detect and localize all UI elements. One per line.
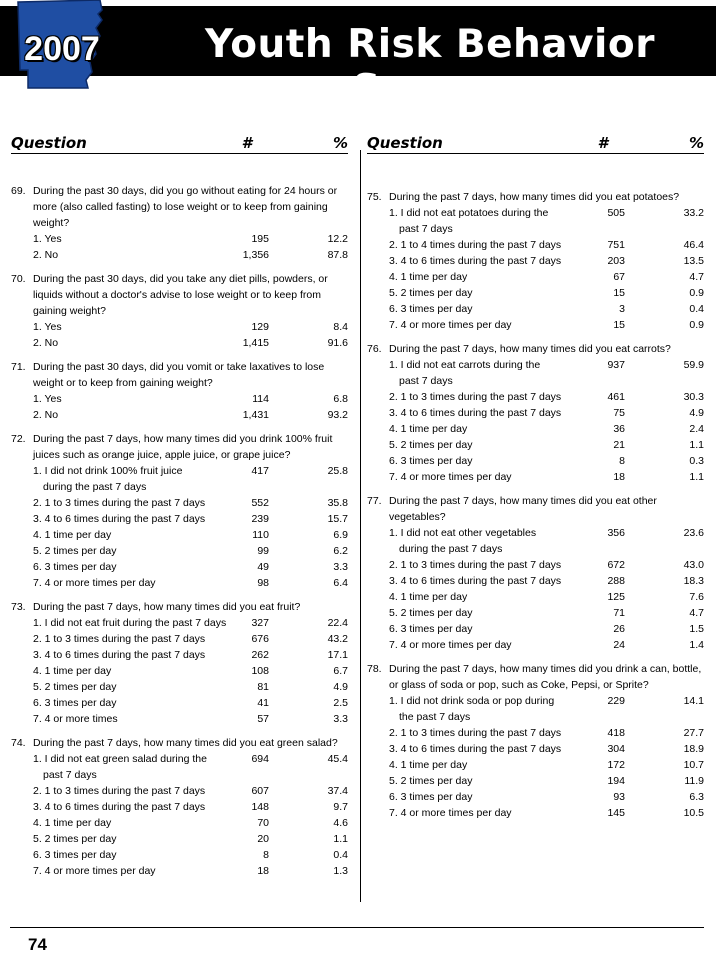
answer-percent: 6.7 (333, 665, 348, 677)
answer-row (367, 205, 704, 237)
question-item (367, 493, 704, 653)
answer-label: 3. 4 to 6 times during the past 7 days (33, 513, 206, 525)
answer-count: 262 (251, 649, 269, 661)
column-header (367, 134, 704, 154)
question-list (367, 154, 704, 821)
answer-row (367, 285, 704, 301)
left-column (11, 134, 348, 887)
answer-row (367, 605, 704, 621)
answer-count: 93 (613, 791, 625, 803)
question-heading-row (11, 431, 348, 463)
answer-percent: 17.1 (327, 649, 348, 661)
answer-label: 1. I did not eat other vegetables (389, 527, 537, 539)
answer-row (367, 437, 704, 453)
answer-count: 288 (607, 575, 625, 587)
answer-count: 356 (607, 527, 625, 539)
answer-label: 1. Yes (33, 233, 62, 245)
answer-row (11, 847, 348, 863)
answer-percent: 9.7 (333, 801, 348, 813)
answer-label: 2. 1 to 4 times during the past 7 days (389, 239, 562, 251)
answer-count: 751 (607, 239, 625, 251)
answer-count: 694 (251, 753, 269, 765)
answer-label: 4. 1 time per day (389, 591, 468, 603)
page-number: 74 (28, 935, 47, 954)
answer-row (367, 269, 704, 285)
answer-percent: 23.6 (683, 527, 704, 539)
answer-label-continued: during the past 7 days (399, 543, 503, 555)
answer-row (367, 357, 704, 389)
question-text: During the past 7 days, how many times did you eat other vegetables? (389, 495, 657, 523)
answer-label-continued: past 7 days (399, 375, 453, 387)
answer-row (11, 695, 348, 711)
question-number: 77. (367, 495, 382, 507)
answer-count: 81 (257, 681, 269, 693)
answer-percent: 37.4 (327, 785, 348, 797)
answer-label: 7. 4 or more times per day (389, 319, 512, 331)
question-item (367, 661, 704, 821)
question-text: During the past 7 days, how many times did you eat fruit? (33, 601, 301, 613)
answer-count: 98 (257, 577, 269, 589)
answer-row (11, 527, 348, 543)
answer-row (11, 831, 348, 847)
answer-row (11, 751, 348, 783)
answer-row (367, 453, 704, 469)
answer-label: 1. I did not eat potatoes during the (389, 207, 549, 219)
answer-label: 2. No (33, 337, 59, 349)
answer-percent: 46.4 (683, 239, 704, 251)
answer-percent: 18.9 (683, 743, 704, 755)
answer-label: 4. 1 time per day (33, 817, 112, 829)
answer-percent: 3.3 (333, 713, 348, 725)
question-number: 73. (11, 601, 26, 613)
answer-row (11, 335, 348, 351)
question-heading-row (367, 493, 704, 525)
answer-label: 2. 1 to 3 times during the past 7 days (33, 785, 206, 797)
number-heading: # (597, 134, 608, 152)
answer-count: 148 (251, 801, 269, 813)
answer-label: 7. 4 or more times per day (389, 807, 512, 819)
answer-count: 8 (619, 455, 625, 467)
answer-row (367, 525, 704, 557)
answer-row (367, 757, 704, 773)
answer-label: 3. 4 to 6 times during the past 7 days (33, 801, 206, 813)
answer-row (11, 231, 348, 247)
right-column (367, 134, 704, 829)
answer-row (367, 725, 704, 741)
answer-label: 2. No (33, 409, 59, 421)
answer-row (367, 253, 704, 269)
answer-label: 5. 2 times per day (33, 545, 117, 557)
answer-percent: 33.2 (683, 207, 704, 219)
answer-percent: 27.7 (683, 727, 704, 739)
question-heading-row (367, 341, 704, 357)
answer-label: 3. 4 to 6 times during the past 7 days (389, 575, 562, 587)
answer-percent: 2.4 (689, 423, 704, 435)
answer-percent: 8.4 (333, 321, 348, 333)
answer-percent: 0.9 (689, 287, 704, 299)
answer-label: 4. 1 time per day (33, 665, 112, 677)
answer-row (11, 815, 348, 831)
answer-row (11, 463, 348, 495)
answer-count: 1,431 (242, 409, 269, 421)
answer-count: 18 (613, 471, 625, 483)
answer-count: 505 (607, 207, 625, 219)
percent-heading: % (332, 134, 348, 152)
question-item (11, 431, 348, 591)
question-item (11, 735, 348, 879)
answer-percent: 1.4 (689, 639, 704, 651)
answer-count: 49 (257, 561, 269, 573)
answer-count: 676 (251, 633, 269, 645)
answer-row (11, 247, 348, 263)
answer-row (11, 319, 348, 335)
answer-label: 1. Yes (33, 321, 62, 333)
answer-percent: 43.2 (327, 633, 348, 645)
answer-row (367, 589, 704, 605)
answer-percent: 87.8 (327, 249, 348, 261)
question-item (11, 359, 348, 423)
answer-count: 194 (607, 775, 625, 787)
answer-row (11, 663, 348, 679)
question-text: During the past 7 days, how many times did you drink a can, bottle, or glass of soda or pop, such as Coke, Pepsi, or Sprite? (389, 663, 702, 691)
answer-row (11, 631, 348, 647)
answer-percent: 0.3 (689, 455, 704, 467)
answer-percent: 1.1 (333, 833, 348, 845)
answer-label: 7. 4 or more times per day (389, 639, 512, 651)
answer-percent: 10.5 (683, 807, 704, 819)
answer-label: 1. I did not eat carrots during the (389, 359, 541, 371)
answer-percent: 6.8 (333, 393, 348, 405)
answer-row (11, 391, 348, 407)
number-heading: # (241, 134, 252, 152)
answer-count: 41 (257, 697, 269, 709)
question-item (11, 599, 348, 727)
question-number: 72. (11, 433, 26, 445)
answer-row (367, 773, 704, 789)
answer-count: 461 (607, 391, 625, 403)
answer-row (11, 799, 348, 815)
answer-count: 125 (607, 591, 625, 603)
answer-percent: 59.9 (683, 359, 704, 371)
answer-label: 6. 3 times per day (33, 849, 117, 861)
column-header (11, 134, 348, 154)
answer-percent: 4.6 (333, 817, 348, 829)
answer-row (367, 389, 704, 405)
answer-label: 3. 4 to 6 times during the past 7 days (389, 407, 562, 419)
answer-row (367, 805, 704, 821)
question-number: 69. (11, 185, 26, 197)
question-heading-row (11, 359, 348, 391)
question-item (11, 183, 348, 263)
answer-percent: 0.9 (689, 319, 704, 331)
answer-label: 1. I did not drink soda or pop during (389, 695, 555, 707)
answer-count: 229 (607, 695, 625, 707)
answer-count: 114 (252, 393, 269, 405)
answer-label: 6. 3 times per day (389, 791, 473, 803)
answer-percent: 30.3 (683, 391, 704, 403)
answer-label: 5. 2 times per day (389, 775, 473, 787)
answer-count: 304 (607, 743, 625, 755)
answer-count: 21 (613, 439, 625, 451)
answer-count: 18 (257, 865, 269, 877)
answer-percent: 1.5 (689, 623, 704, 635)
answer-count: 26 (613, 623, 625, 635)
answer-count: 239 (251, 513, 269, 525)
answer-count: 3 (619, 303, 625, 315)
answer-row (367, 557, 704, 573)
answer-count: 75 (613, 407, 625, 419)
answer-row (367, 237, 704, 253)
answer-row (367, 405, 704, 421)
question-heading: Question (11, 134, 87, 152)
answer-percent: 91.6 (327, 337, 348, 349)
answer-percent: 4.9 (689, 407, 704, 419)
answer-count: 1,415 (242, 337, 269, 349)
question-text: During the past 7 days, how many times did you eat green salad? (33, 737, 338, 749)
answer-percent: 18.3 (683, 575, 704, 587)
answer-percent: 6.9 (333, 529, 348, 541)
answer-percent: 1.1 (689, 439, 704, 451)
answer-percent: 15.7 (327, 513, 348, 525)
answer-label: 6. 3 times per day (33, 697, 117, 709)
answer-label: 1. I did not drink 100% fruit juice (33, 465, 183, 477)
answer-label: 4. 1 time per day (389, 759, 468, 771)
question-number: 71. (11, 361, 26, 373)
answer-label: 5. 2 times per day (33, 833, 117, 845)
question-text: During the past 7 days, how many times did you eat carrots? (389, 343, 671, 355)
answer-count: 203 (607, 255, 625, 267)
answer-label: 4. 1 time per day (389, 423, 468, 435)
answer-label: 3. 4 to 6 times during the past 7 days (389, 743, 562, 755)
answer-label: 6. 3 times per day (389, 623, 473, 635)
answer-count: 67 (613, 271, 625, 283)
answer-percent: 93.2 (327, 409, 348, 421)
answer-count: 8 (263, 849, 269, 861)
question-number: 76. (367, 343, 382, 355)
answer-percent: 43.0 (683, 559, 704, 571)
answer-row (367, 637, 704, 653)
answer-percent: 6.3 (689, 791, 704, 803)
answer-row (367, 693, 704, 725)
question-item (367, 341, 704, 485)
answer-count: 417 (251, 465, 269, 477)
answer-percent: 6.2 (333, 545, 348, 557)
question-text: During the past 30 days, did you go without eating for 24 hours or more (also called fasting) to lose weight or to keep from gaining weight? (33, 185, 338, 229)
answer-label: 6. 3 times per day (33, 561, 117, 573)
answer-count: 15 (613, 287, 625, 299)
answer-percent: 13.5 (683, 255, 704, 267)
question-heading: Question (367, 134, 443, 152)
answer-count: 57 (257, 713, 269, 725)
answer-percent: 4.7 (689, 271, 704, 283)
answer-label-continued: the past 7 days (399, 711, 471, 723)
page-title: Youth Risk Behavior Survey (205, 22, 655, 112)
answer-label: 5. 2 times per day (389, 607, 473, 619)
answer-row (11, 407, 348, 423)
question-heading-row (11, 735, 348, 751)
question-text: During the past 30 days, did you vomit or take laxatives to lose weight or to keep from gaining weight? (33, 361, 325, 389)
answer-percent: 3.3 (333, 561, 348, 573)
question-text: During the past 7 days, how many times did you eat potatoes? (389, 191, 680, 203)
answer-label-continued: past 7 days (43, 769, 97, 781)
answer-label: 2. 1 to 3 times during the past 7 days (33, 633, 206, 645)
answer-row (11, 647, 348, 663)
answer-count: 418 (607, 727, 625, 739)
answer-count: 99 (257, 545, 269, 557)
answer-label: 2. 1 to 3 times during the past 7 days (389, 727, 562, 739)
answer-count: 1,356 (242, 249, 269, 261)
question-heading-row (11, 271, 348, 319)
answer-row (367, 301, 704, 317)
answer-count: 937 (607, 359, 625, 371)
question-number: 70. (11, 273, 26, 285)
question-heading-row (11, 183, 348, 231)
answer-count: 36 (613, 423, 625, 435)
question-heading-row (367, 189, 704, 205)
answer-label: 3. 4 to 6 times during the past 7 days (389, 255, 562, 267)
answer-percent: 22.4 (327, 617, 348, 629)
answer-percent: 6.4 (333, 577, 348, 589)
answer-label: 2. 1 to 3 times during the past 7 days (33, 497, 206, 509)
survey-year: 2007 (24, 30, 100, 68)
answer-percent: 12.2 (327, 233, 348, 245)
answer-percent: 4.7 (689, 607, 704, 619)
answer-count: 108 (251, 665, 269, 677)
question-heading-row (367, 661, 704, 693)
answer-label: 2. No (33, 249, 59, 261)
answer-row (11, 711, 348, 727)
percent-heading: % (688, 134, 704, 152)
question-item (11, 271, 348, 351)
answer-count: 20 (257, 833, 269, 845)
answer-percent: 7.6 (689, 591, 704, 603)
answer-row (367, 573, 704, 589)
answer-count: 110 (252, 529, 269, 541)
answer-row (367, 421, 704, 437)
question-item (367, 189, 704, 333)
answer-label: 7. 4 or more times per day (33, 577, 156, 589)
answer-row (11, 495, 348, 511)
answer-row (367, 741, 704, 757)
answer-percent: 14.1 (683, 695, 704, 707)
answer-count: 15 (613, 319, 625, 331)
question-number: 74. (11, 737, 26, 749)
answer-row (367, 621, 704, 637)
answer-percent: 4.9 (333, 681, 348, 693)
answer-label: 1. I did not eat green salad during the (33, 753, 207, 765)
answer-row (11, 543, 348, 559)
answer-percent: 25.8 (327, 465, 348, 477)
answer-row (11, 511, 348, 527)
question-text: During the past 7 days, how many times did you drink 100% fruit juices such as orange juice, apple juice, or grape juice? (33, 433, 333, 461)
answer-row (11, 615, 348, 631)
answer-label: 2. 1 to 3 times during the past 7 days (389, 559, 562, 571)
footer-divider (10, 927, 704, 928)
answer-count: 607 (251, 785, 269, 797)
answer-count: 672 (607, 559, 625, 571)
answer-label: 2. 1 to 3 times during the past 7 days (389, 391, 562, 403)
answer-count: 71 (613, 607, 625, 619)
answer-label: 7. 4 or more times (33, 713, 118, 725)
answer-count: 145 (607, 807, 625, 819)
answer-row (367, 469, 704, 485)
answer-count: 195 (251, 233, 269, 245)
answer-percent: 10.7 (683, 759, 704, 771)
question-number: 78. (367, 663, 382, 675)
answer-count: 552 (251, 497, 269, 509)
answer-percent: 11.9 (684, 775, 704, 787)
answer-percent: 1.1 (689, 471, 704, 483)
answer-label: 3. 4 to 6 times during the past 7 days (33, 649, 206, 661)
answer-percent: 35.8 (327, 497, 348, 509)
answer-label: 5. 2 times per day (389, 287, 473, 299)
answer-label: 1. I did not eat fruit during the past 7 days (33, 617, 227, 629)
answer-row (11, 783, 348, 799)
answer-label: 6. 3 times per day (389, 455, 473, 467)
answer-percent: 0.4 (333, 849, 348, 861)
answer-count: 70 (257, 817, 269, 829)
answer-percent: 0.4 (689, 303, 704, 315)
answer-label: 4. 1 time per day (33, 529, 112, 541)
question-heading-row (11, 599, 348, 615)
answer-label: 5. 2 times per day (389, 439, 473, 451)
answer-label: 7. 4 or more times per day (389, 471, 512, 483)
answer-label: 1. Yes (33, 393, 62, 405)
answer-percent: 1.3 (333, 865, 348, 877)
answer-label: 4. 1 time per day (389, 271, 468, 283)
answer-row (367, 317, 704, 333)
question-number: 75. (367, 191, 382, 203)
answer-count: 24 (613, 639, 625, 651)
answer-row (367, 789, 704, 805)
answer-row (11, 863, 348, 879)
answer-count: 327 (251, 617, 269, 629)
answer-percent: 2.5 (333, 697, 348, 709)
answer-row (11, 679, 348, 695)
answer-label: 6. 3 times per day (389, 303, 473, 315)
answer-label-continued: past 7 days (399, 223, 453, 235)
answer-label: 5. 2 times per day (33, 681, 117, 693)
answer-row (11, 559, 348, 575)
answer-row (11, 575, 348, 591)
answer-count: 172 (607, 759, 625, 771)
answer-percent: 45.4 (327, 753, 348, 765)
question-list (11, 154, 348, 879)
answer-label-continued: during the past 7 days (43, 481, 147, 493)
answer-count: 129 (251, 321, 269, 333)
question-text: During the past 30 days, did you take any diet pills, powders, or liquids without a doctor's advise to lose weight or to keep from gaining weight? (33, 273, 328, 317)
column-divider (360, 150, 361, 902)
answer-label: 7. 4 or more times per day (33, 865, 156, 877)
